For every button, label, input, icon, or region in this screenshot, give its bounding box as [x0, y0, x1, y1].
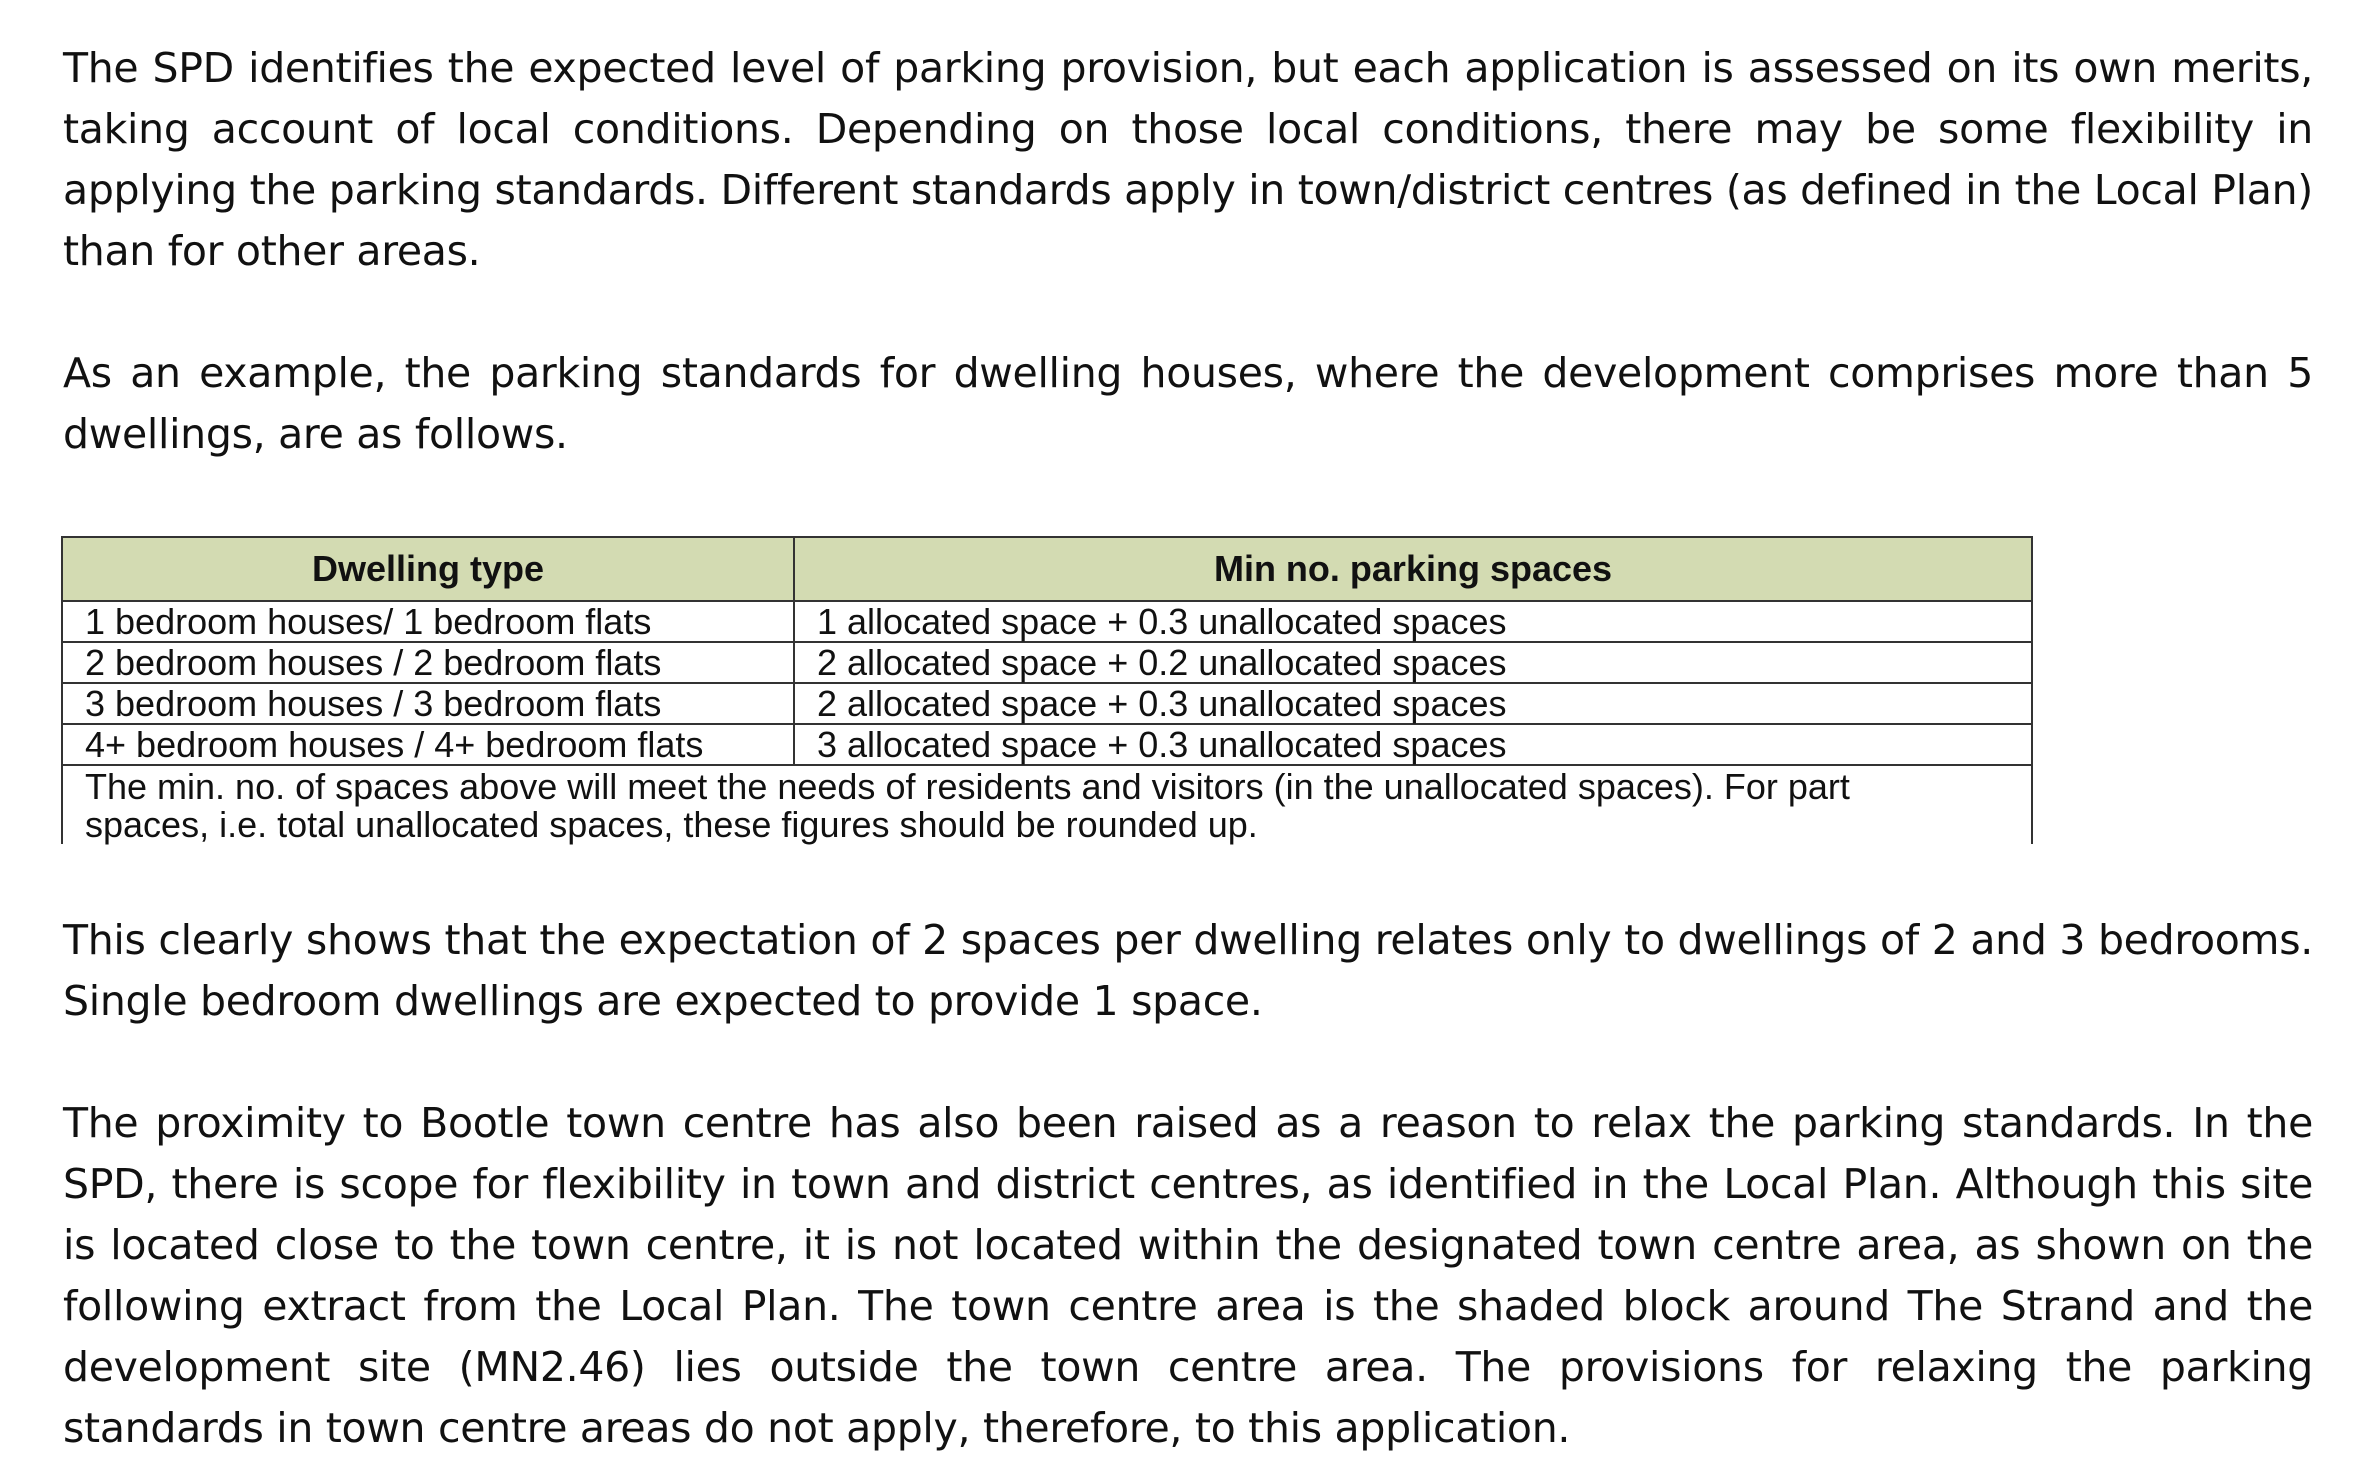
table-row [62, 642, 2032, 683]
table-note-row [62, 765, 2032, 844]
parking-spaces-cell: 3 allocated space + 0.3 unallocated spaces [794, 724, 2032, 765]
parking-standards-table [61, 536, 2033, 844]
table-note: The min. no. of spaces above will meet the needs of residents and visitors (in the unallocated spaces). For part spaces, i.e. total unallocated spaces, these figures should be rounded up. [62, 765, 2032, 844]
column-header-min-parking-spaces: Min no. parking spaces [794, 537, 2032, 601]
column-header-dwelling-type: Dwelling type [62, 537, 794, 601]
table-header-row [62, 537, 2032, 601]
parking-spaces-cell: 2 allocated space + 0.2 unallocated spaces [794, 642, 2032, 683]
dwelling-type-cell: 2 bedroom houses / 2 bedroom flats [62, 642, 794, 683]
dwelling-type-cell: 3 bedroom houses / 3 bedroom flats [62, 683, 794, 724]
paragraph-two-spaces-expectation: This clearly shows that the expectation of 2 spaces per dwelling relates only to dwellings of 2 and 3 bedrooms. Single bedroom dwellings are expected to provide 1 space. [63, 916, 2313, 1025]
parking-spaces-cell: 1 allocated space + 0.3 unallocated spaces [794, 601, 2032, 642]
paragraph-example-intro: As an example, the parking standards for dwelling houses, where the development comprises more than 5 dwellings, are as follows. [63, 349, 2313, 458]
dwelling-type-cell: 4+ bedroom houses / 4+ bedroom flats [62, 724, 794, 765]
table-row [62, 724, 2032, 765]
dwelling-type-cell: 1 bedroom houses/ 1 bedroom flats [62, 601, 794, 642]
paragraph-town-centre-proximity: The proximity to Bootle town centre has also been raised as a reason to relax the parking standards. In the SPD, there is scope for flexibility in town and district centres, as identified in the Local Plan. Although this site is located close to the town centre, it is not located within the designated town centre area, as shown on the following extract from the Local Plan. The town centre area is the shaded block around The Strand and the development site (MN2.46) lies outside the town centre area. The provisions for relaxing the parking standards in town centre areas do not apply, therefore, to this application. [63, 1099, 2313, 1452]
paragraph-parking-provision: The SPD identifies the expected level of parking provision, but each application is assessed on its own merits, taking account of local conditions. Depending on those local conditions, there may be some flexibility in applying the parking standards. Different standards apply in town/district centres (as defined in the Local Plan) than for other areas. [63, 44, 2313, 275]
table-row [62, 683, 2032, 724]
parking-spaces-cell: 2 allocated space + 0.3 unallocated spaces [794, 683, 2032, 724]
table-row [62, 601, 2032, 642]
